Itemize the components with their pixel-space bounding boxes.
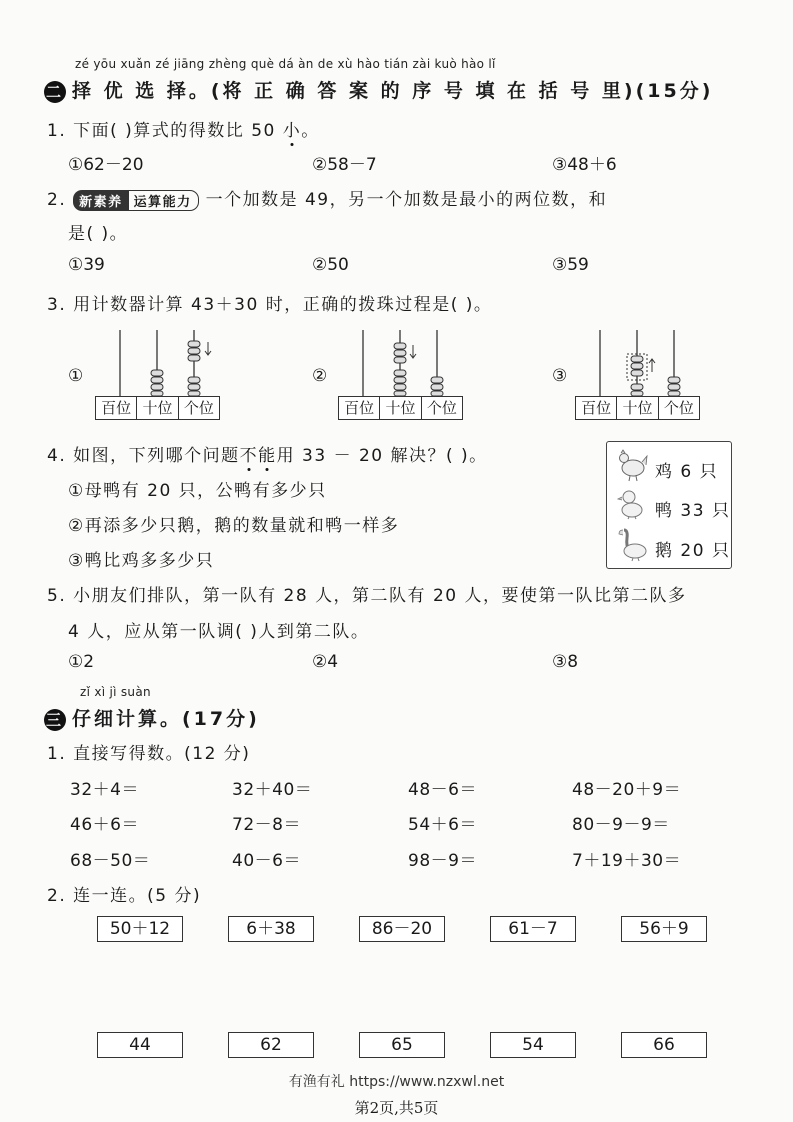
section3-title: 仔细计算。(17分) <box>72 708 260 730</box>
abacus-1-figure <box>92 328 222 398</box>
calc-r3-c4: 7＋19＋30＝ <box>572 851 682 871</box>
legend-duck-count: 鸭 33 只 <box>655 501 731 521</box>
q3-option-3-label: ③ <box>552 366 568 386</box>
calc-r3-c2: 40－6＝ <box>232 851 301 871</box>
duck-icon <box>617 488 647 520</box>
q4-option-2: ②再添多少只鹅，鹅的数量就和鸭一样多 <box>68 516 400 536</box>
abacus-3-figure <box>572 328 702 398</box>
abacus-2-figure <box>335 328 465 398</box>
chicken-icon <box>615 448 649 482</box>
calc-r1-c2: 32＋40＝ <box>232 780 313 800</box>
q1-option-3: ③48＋6 <box>552 155 617 175</box>
calc-r3-c1: 68－50＝ <box>70 851 151 871</box>
section3-title-row <box>44 704 260 731</box>
animal-count-legend <box>606 441 732 569</box>
match-top-4[interactable]: 61－7 <box>490 916 576 942</box>
q1-text: 1. 下面( )算式的得数比 50 小。 <box>47 121 320 141</box>
watermark-text: 有渔有礼 https://www.nzxwl.net <box>288 1074 505 1090</box>
q4-option-3: ③鸭比鸡多多少只 <box>68 551 215 571</box>
q2-option-1: ①39 <box>68 255 105 275</box>
abacus-3-place-labels: 百位 十位 个位 <box>575 396 700 420</box>
q5-text: 5. 小朋友们排队，第一队有 28 人，第二队有 20 人，要使第一队比第二队多 <box>47 586 687 606</box>
q2-option-3: ③59 <box>552 255 589 275</box>
calc-r2-c4: 80－9－9＝ <box>572 815 670 835</box>
q3-option-2-label: ② <box>312 366 328 386</box>
q2-text-continued: 是( )。 <box>68 224 129 244</box>
section2-title-row <box>44 76 713 103</box>
q1-option-2: ②58－7 <box>312 155 377 175</box>
legend-chicken-count: 鸡 6 只 <box>655 462 719 482</box>
match-bottom-5[interactable]: 66 <box>621 1032 707 1058</box>
calc-r1-c3: 48－6＝ <box>408 780 477 800</box>
match-top-5[interactable]: 56＋9 <box>621 916 707 942</box>
match-top-2[interactable]: 6＋38 <box>228 916 314 942</box>
part2-title: 2. 连一连。(5 分) <box>47 886 202 906</box>
calc-r2-c3: 54＋6＝ <box>408 815 477 835</box>
abacus-2-place-labels: 百位 十位 个位 <box>338 396 463 420</box>
match-bottom-2[interactable]: 62 <box>228 1032 314 1058</box>
match-bottom-4[interactable]: 54 <box>490 1032 576 1058</box>
q2-text: 2. 新素养 运算能力 一个加数是 49，另一个加数是最小的两位数，和 <box>47 190 608 210</box>
calc-r1-c4: 48－20＋9＝ <box>572 780 682 800</box>
q5-text-continued: 4 人，应从第一队调( )人到第二队。 <box>68 622 370 642</box>
calc-r2-c2: 72－8＝ <box>232 815 301 835</box>
match-bottom-1[interactable]: 44 <box>97 1032 183 1058</box>
calc-r2-c1: 46＋6＝ <box>70 815 139 835</box>
ability-tag: 运算能力 <box>127 190 199 211</box>
new-literacy-tag: 新素养 <box>73 190 129 211</box>
page-number: 第2页,共5页 <box>354 1099 439 1117</box>
section2-number-badge: 二 <box>45 82 64 101</box>
part1-title: 1. 直接写得数。(12 分) <box>47 744 251 764</box>
abacus-1-place-labels: 百位 十位 个位 <box>95 396 220 420</box>
match-top-1[interactable]: 50＋12 <box>97 916 183 942</box>
q5-option-3: ③8 <box>552 652 579 672</box>
q1-option-1: ①62－20 <box>68 155 144 175</box>
match-bottom-3[interactable]: 65 <box>359 1032 445 1058</box>
q5-option-1: ①2 <box>68 652 95 672</box>
q4-option-1: ①母鸭有 20 只，公鸭有多少只 <box>68 481 327 501</box>
section3-number-badge: 三 <box>45 710 64 729</box>
goose-icon <box>615 526 649 562</box>
section2-title: 择 优 选 择。(将 正 确 答 案 的 序 号 填 在 括 号 里)(15分) <box>72 80 714 102</box>
section3-pinyin: zǐ xì jì suàn <box>80 685 151 699</box>
calc-r1-c1: 32＋4＝ <box>70 780 139 800</box>
q5-option-2: ②4 <box>312 652 339 672</box>
match-top-3[interactable]: 86－20 <box>359 916 445 942</box>
calc-r3-c3: 98－9＝ <box>408 851 477 871</box>
q2-option-2: ②50 <box>312 255 349 275</box>
q3-text: 3. 用计数器计算 43＋30 时，正确的拨珠过程是( )。 <box>47 295 493 315</box>
legend-goose-count: 鹅 20 只 <box>655 541 731 561</box>
section2-pinyin: zé yōu xuǎn zé jiāng zhèng què dá àn de xù hào tián zài kuò hào lǐ <box>75 57 496 71</box>
q4-text: 4. 如图，下列哪个问题不能用 33 － 20 解决？( )。 <box>47 446 488 466</box>
q3-option-1-label: ① <box>68 366 84 386</box>
